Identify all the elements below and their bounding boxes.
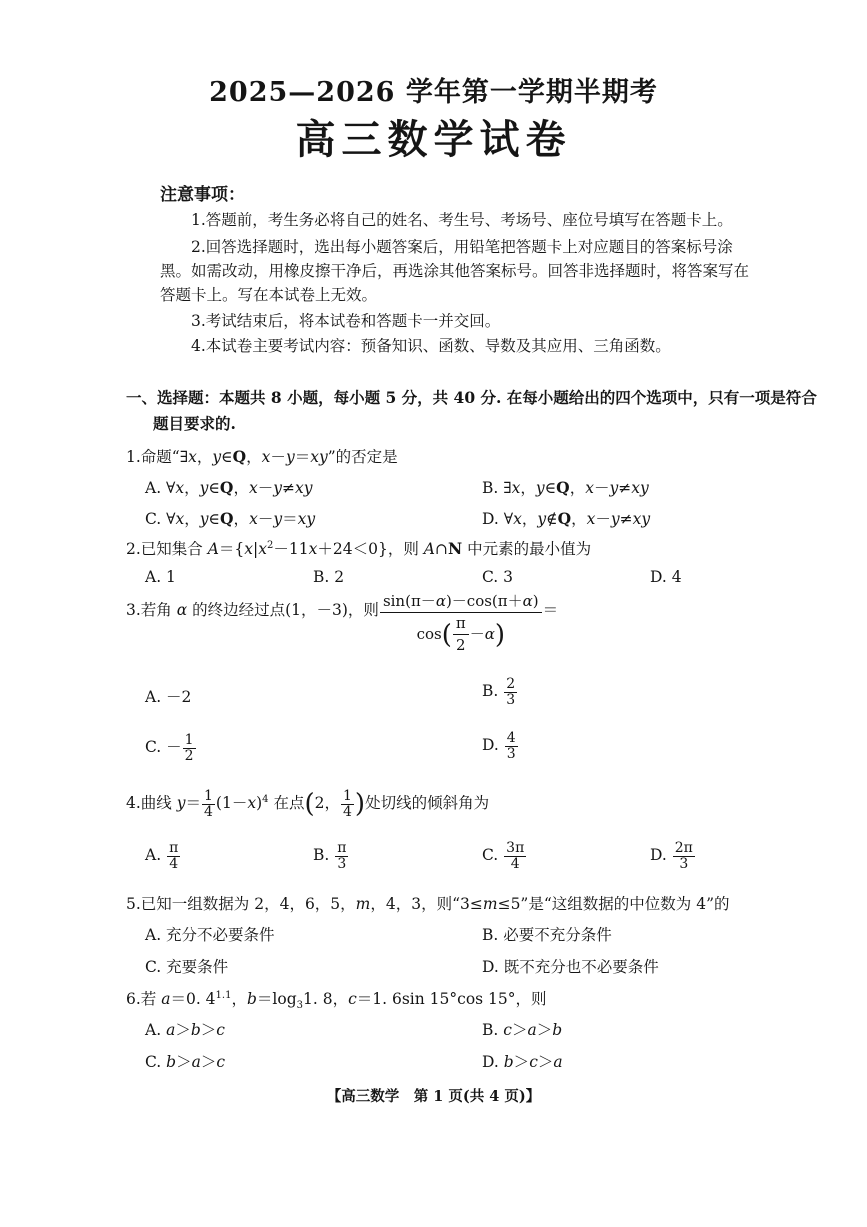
notice-item-3: 3.考试结束后，将本试卷和答题卡一并交回。 [191,312,501,330]
q1-option-d: D. ∀x，y∉Q，x－y≠xy [482,509,651,528]
question-3: 3.若角 α 的终边经过点(1，－3)，则 sin(π－α)－cos(π＋α) cos( $\frac{\pi}{2}$ －α) ＝ [126,592,559,654]
question-1: 1.命题“∃x，y∈Q，x－y＝xy”的否定是 [126,447,398,466]
question-4: 4.曲线 y＝ $\frac{1}{4}$ $(1-x)^4$ 在点(2， $\frac{1}{4}$ )处切线的倾斜角为 [126,788,490,820]
q2-option-d: D. 4 [650,568,682,586]
question-6: 6.若 a＝0. $4^{1.1}$，$b=\log_31$. 8，c＝1. 6sin 15°cos 15°，则 [126,989,547,1012]
section-heading: 一、选择题：本题共 8 小题，每小题 5 分，共 40 分. 在每小题给出的四个选项中，只有一项是符合 [126,388,817,407]
question-5: 5.已知一组数据为 2，4，6，5，m，4，3，则“3≤m≤5”是“这组数据的中位数为 4”的 [126,895,730,913]
notice-item-2c: 答题卡上。写在本试卷上无效。 [160,286,378,304]
notice-item-2b: 黑。如需改动，用橡皮擦干净后，再选涂其他答案标号。回答非选择题时，将答案写在 [160,262,750,280]
q2-option-b: B. 2 [313,568,345,586]
q5-option-d: D. 既不充分也不必要条件 [482,958,659,976]
q3-option-b: B. $\frac{2}{3}$ [482,676,516,708]
q3-option-d: D. $\frac{4}{3}$ [482,730,516,762]
q6-option-a: A. a＞b＞c [145,1021,225,1039]
q5-option-b: B. 必要不充分条件 [482,926,612,944]
q3-option-c: C. － $\frac{1}{2}$ [145,732,194,764]
exam-term-title: 2025—2026 学年第一学期半期考 [209,77,658,108]
q5-option-a: A. 充分不必要条件 [145,926,275,944]
q6-option-d: D. b＞c＞a [482,1053,563,1071]
notice-item-2a: 2.回答选择题时，选出每小题答案后，用铅笔把答题卡上对应题目的答案标号涂 [191,238,733,256]
notice-item-4: 4.本试卷主要考试内容：预备知识、函数、导数及其应用、三角函数。 [191,337,671,355]
q2-option-a: A. 1 [145,568,176,586]
q4-option-a: A. $\frac{\pi}{4}$ [145,840,179,872]
q5-option-c: C. 充要条件 [145,958,229,976]
notice-item-1: 1.答题前，考生务必将自己的姓名、考生号、考场号、座位号填写在答题卡上。 [191,211,733,229]
section-heading-cont: 题目要求的. [153,414,236,433]
q1-option-c: C. ∀x，y∈Q，x－y＝xy [145,509,316,528]
q4-option-c: C. $\frac{3\pi}{4}$ [482,840,525,872]
q4-option-d: D. $\frac{2\pi}{3}$ [650,840,693,872]
question-2: 2.已知集合 $A=\{x|x^2-11x+24<0\}$，则 A∩N 中元素的最小值为 [126,539,592,558]
q1-option-a: A. ∀x，y∈Q，x－y≠xy [145,478,313,497]
q1-option-b: B. ∃x，y∈Q，x－y≠xy [482,478,649,497]
q2-option-c: C. 3 [482,568,514,586]
q4-option-b: B. $\frac{\pi}{3}$ [313,840,347,872]
notice-heading: 注意事项： [160,185,245,205]
q6-option-b: B. c＞a＞b [482,1021,563,1039]
exam-subject-title: 高三数学试卷 [295,116,572,163]
q3-option-a: A. －2 [145,688,192,706]
q6-option-c: C. b＞a＞c [145,1053,226,1071]
page-footer: 【高三数学 第 1 页(共 4 页)】 [326,1088,541,1105]
